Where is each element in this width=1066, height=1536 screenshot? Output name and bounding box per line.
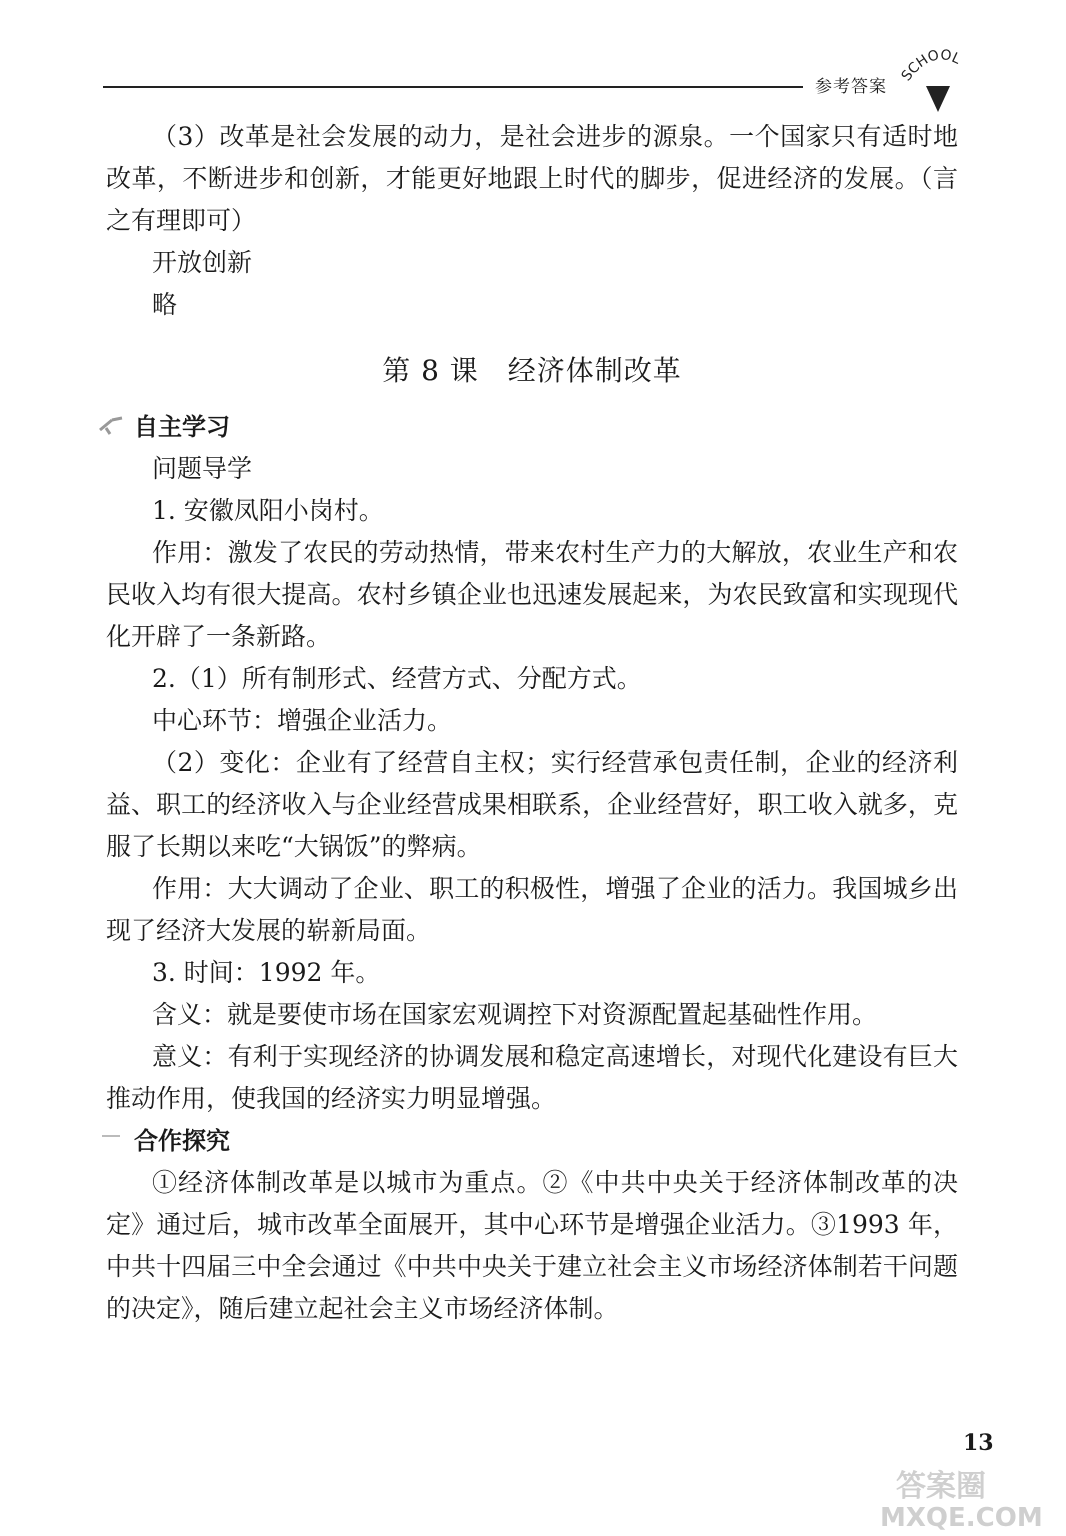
logo-text: SCHOOL xyxy=(898,46,963,85)
header-rule xyxy=(103,86,803,88)
answer-paragraph: 作用：大大调动了企业、职工的积极性，增强了企业的活力。我国城乡出现了经济大发展的崭新局面。 xyxy=(106,874,958,945)
answer-line: 2.（1）所有制形式、经营方式、分配方式。 xyxy=(152,664,642,693)
page-content xyxy=(106,116,958,1330)
page-number: 13 xyxy=(963,1430,994,1456)
section-heading-cooperation xyxy=(106,1120,958,1162)
header-label: 参考答案 xyxy=(815,77,887,97)
lesson-title: 第 8 课 经济体制改革 xyxy=(382,354,682,387)
section-mark-icon xyxy=(98,1130,126,1150)
section-heading-text: 自主学习 xyxy=(134,413,230,441)
answer-line: 1. 安徽凤阳小岗村。 xyxy=(152,496,384,525)
school-logo xyxy=(898,46,978,116)
answer-line: 略 xyxy=(152,290,178,319)
section-heading-self-study xyxy=(106,406,958,448)
answer-line: 3. 时间：1992 年。 xyxy=(152,958,381,987)
svg-text:SCHOOL xyxy=(899,47,963,84)
answer-paragraph: 作用：激发了农民的劳动热情，带来农村生产力的大解放，农业生产和农民收入均有很大提高。农村乡镇企业也迅速发展起来，为农民致富和实现现代化开辟了一条新路。 xyxy=(106,538,958,651)
watermark-logo xyxy=(860,1462,1060,1532)
answer-paragraph: 意义：有利于实现经济的协调发展和稳定高速增长，对现代化建设有巨大推动作用，使我国的经济实力明显增强。 xyxy=(106,1042,958,1113)
answer-paragraph: （3）改革是社会发展的动力，是社会进步的源泉。一个国家只有适时地改革，不断进步和创新，才能更好地跟上时代的脚步，促进经济的发展。（言之有理即可） xyxy=(106,122,958,235)
answer-paragraph: （2）变化：企业有了经营自主权；实行经营承包责任制，企业的经济利益、职工的经济收入与企业经营成果相联系，企业经营好，职工收入就多，克服了长期以来吃“大锅饭”的弊病。 xyxy=(106,748,958,861)
answer-line: 中心环节：增强企业活力。 xyxy=(152,706,453,735)
watermark-top: 答案圈 xyxy=(896,1469,986,1504)
answer-line: 开放创新 xyxy=(152,248,253,277)
section-mark-icon xyxy=(98,416,126,436)
watermark-bottom: MXQE.COM xyxy=(880,1503,1043,1532)
subheading: 问题导学 xyxy=(152,454,253,483)
section-heading-text: 合作探究 xyxy=(134,1127,230,1155)
answer-paragraph: ①经济体制改革是以城市为重点。②《中共中央关于经济体制改革的决定》通过后，城市改革全面展开，其中心环节是增强企业活力。③1993 年，中共十四届三中全会通过《中共中央关于建立社会主义市场经济体制若干问题的决定》，随后建立起社会主义市场经济体制。 xyxy=(106,1168,958,1323)
answer-paragraph: 含义：就是要使市场在国家宏观调控下对资源配置起基础性作用。 xyxy=(152,1000,878,1029)
